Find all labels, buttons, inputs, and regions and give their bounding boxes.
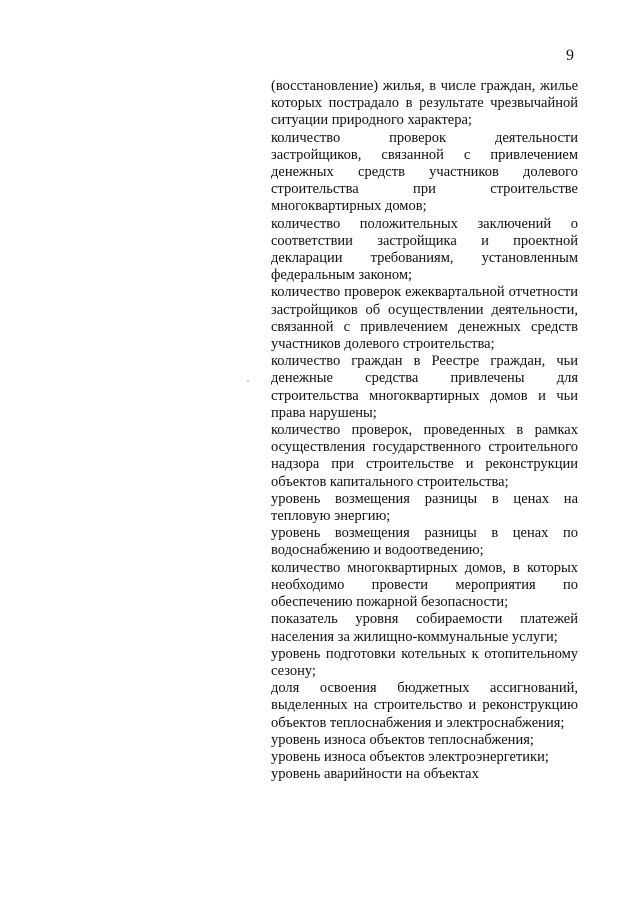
paragraph-quarterly-reporting-checks: количество проверок ежеквартальной отчетности застройщиков об осуществлении деятельности, связанной с привлечением денежных средств участников долевого строительства; [271, 284, 578, 353]
paragraph-heat-supply-wear: уровень износа объектов теплоснабжения; [271, 731, 534, 748]
paragraph-water-price-compensation: уровень возмещения разницы в ценах по водоснабжению и водоотведению; [271, 525, 578, 559]
paragraph-construction-supervision-checks: количество проверок, проведенных в рамках осуществления государственного строительного надзора при строительстве и реконструкции объектов капитального строительства; [271, 422, 578, 490]
paragraph-accident-rate: уровень аварийности на объектах [271, 766, 479, 783]
document-text-column [271, 78, 578, 783]
paragraph-heat-price-compensation: уровень возмещения разницы в ценах на тепловую энергию; [271, 490, 578, 525]
paragraph-positive-conclusions: количество положительных заключений о соответствии застройщика и проектной декларации требованиям, установленным федеральным законом; [271, 215, 578, 284]
paragraph-boiler-readiness: уровень подготовки котельных к отопительному сезону; [271, 645, 578, 679]
page-number: 9 [566, 47, 574, 64]
paragraph-payment-collection-rate: показатель уровня собираемости платежей населения за жилищно-коммунальные услуги; [271, 611, 578, 645]
paragraph-developer-inspections: количество проверок деятельности застройщиков, связанной с привлечением денежных средств участников долевого строительства при строительстве многоквартирных домов; [271, 129, 578, 215]
paragraph-defrauded-citizens-registry: количество граждан в Реестре граждан, чьи денежные средства привлечены для строительства многоквартирных домов и чьи права нарушены; [271, 353, 578, 421]
paragraph-housing-restoration: (восстановление) жилья, в числе граждан, жилье которых пострадало в результате чрезвычайной ситуации природного характера; [271, 78, 578, 129]
paragraph-power-facilities-wear: уровень износа объектов электроэнергетики; [271, 748, 549, 765]
paragraph-fire-safety-buildings: количество многоквартирных домов, в которых необходимо провести мероприятия по обеспечению пожарной безопасности; [271, 559, 578, 611]
paragraph-budget-utilization: доля освоения бюджетных ассигнований, выделенных на строительство и реконструкцию объектов теплоснабжения и электроснабжения; [271, 680, 578, 731]
scan-speck [247, 380, 249, 382]
